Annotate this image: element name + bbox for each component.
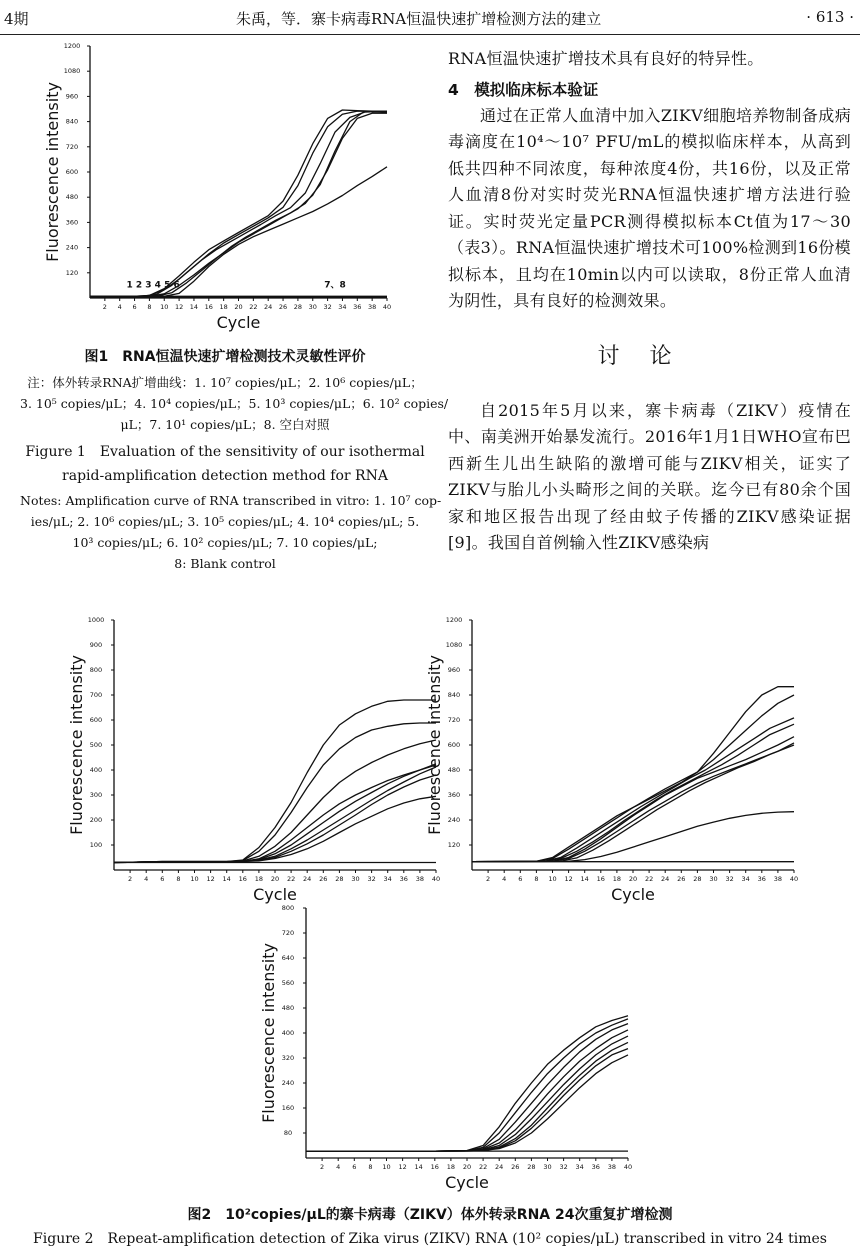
running-title: 朱禹，等．寨卡病毒RNA恒温快速扩增检测方法的建立 — [236, 10, 602, 28]
x-tick-label: 30 — [543, 1163, 552, 1171]
issue-number: 4期 — [4, 10, 29, 28]
figure1-notes-cn — [20, 372, 449, 435]
x-tick-label: 4 — [336, 1163, 341, 1171]
x-tick-label: 32 — [367, 875, 376, 883]
x-tick-label: 2 — [320, 1163, 325, 1171]
figure2-chart-a — [64, 614, 444, 904]
x-tick-label: 28 — [293, 303, 303, 311]
figure2-caption-en: Figure 2 Repeat-amplification detection of Zika virus (ZIKV) RNA (10² copies/μL) transcribed in vitro 24 times — [33, 1231, 827, 1247]
curve-annotation: 1 2 3 4 5 6 — [126, 280, 180, 291]
series-line-8 — [472, 812, 794, 862]
x-tick-label: 14 — [189, 303, 199, 311]
x-tick-label: 38 — [607, 1163, 617, 1171]
x-tick-label: 22 — [249, 303, 258, 311]
y-tick-label: 500 — [89, 741, 103, 749]
y-tick-label: 200 — [89, 816, 103, 824]
x-tick-label: 26 — [511, 1163, 520, 1171]
x-tick-label: 38 — [415, 875, 425, 883]
series-line-5 — [306, 1036, 628, 1151]
y-axis-label: Fluorescence intensity — [425, 655, 444, 835]
series-line-4 — [306, 1030, 628, 1151]
x-tick-label: 12 — [206, 875, 215, 883]
body-paragraph: 自2015年5月以来，寨卡病毒（ZIKV）疫情在中、南美洲开始暴发流行。2016年1月1日WHO宣布巴西新生儿出生缺陷的激增可能与ZIKV相关，证实了ZIKV与胎儿小头畸形之间的关联。迄今已有80余个国家和地区报告出现了经由蚊子传播的ZIKV感染证据[9]。我国自首例输入性ZIKV感染病 — [448, 400, 851, 552]
y-tick-label: 360 — [65, 218, 79, 227]
y-tick-label: 240 — [447, 816, 461, 824]
figure1-notes-cn-line: 3. 10⁵ copies/μL；4. 10⁴ copies/μL；5. 10³ copies/μL；6. 10² copies/ — [20, 396, 449, 411]
figure1-notes-en-line: ies/μL; 2. 10⁶ copies/μL; 3. 10⁵ copies/μL; 4. 10⁴ copies/μL; 5. — [30, 514, 420, 529]
series-line-8 — [114, 796, 436, 862]
x-tick-label: 22 — [286, 875, 296, 883]
series-line-6 — [472, 743, 794, 862]
x-tick-label: 26 — [677, 875, 686, 883]
x-tick-label: 32 — [725, 875, 734, 883]
x-tick-label: 18 — [446, 1163, 456, 1171]
y-tick-label: 600 — [89, 716, 103, 724]
x-tick-label: 24 — [495, 1163, 504, 1171]
series-line-6 — [114, 767, 436, 863]
body-paragraph: RNA恒温快速扩增技术具有良好的特异性。 — [448, 49, 764, 68]
x-tick-label: 4 — [144, 875, 149, 883]
x-tick-label: 38 — [368, 303, 377, 311]
y-tick-label: 800 — [89, 666, 103, 674]
y-tick-label: 900 — [89, 641, 103, 649]
series-line-2 — [306, 1019, 628, 1151]
figure2-caption-cn: 图2 10²copies/μL的寨卡病毒（ZIKV）体外转录RNA 24次重复扩增检测 — [187, 1207, 673, 1223]
y-tick-label: 560 — [281, 979, 295, 987]
figure1-notes-en-line: Notes: Amplification curve of RNA transcribed in vitro: 1. 10⁷ cop- — [20, 493, 442, 508]
x-tick-label: 34 — [575, 1163, 584, 1171]
x-tick-label: 20 — [628, 875, 638, 883]
series-line-2 — [472, 695, 794, 862]
x-tick-label: 36 — [591, 1163, 600, 1171]
x-tick-label: 16 — [204, 303, 213, 311]
y-axis-label: Fluorescence intensity — [43, 82, 62, 262]
x-tick-label: 10 — [548, 875, 557, 883]
x-tick-label: 24 — [303, 875, 312, 883]
figure1-notes-cn-line: 注：体外转录RNA扩增曲线：1. 10⁷ copies/μL；2. 10⁶ copies/μL； — [27, 375, 423, 390]
x-tick-label: 6 — [132, 303, 137, 311]
y-tick-label: 100 — [89, 841, 103, 849]
x-tick-label: 40 — [789, 875, 799, 883]
series-line-4 — [90, 113, 387, 296]
x-tick-label: 18 — [254, 875, 264, 883]
figure1-caption-en-line: Figure 1 Evaluation of the sensitivity of our isothermal — [25, 444, 425, 460]
x-tick-label: 16 — [430, 1163, 439, 1171]
x-tick-label: 18 — [612, 875, 622, 883]
x-tick-label: 34 — [338, 303, 347, 311]
y-tick-label: 1080 — [63, 67, 81, 76]
x-tick-label: 36 — [353, 303, 362, 311]
y-tick-label: 160 — [281, 1104, 295, 1112]
x-tick-label: 14 — [580, 875, 589, 883]
series-line-1 — [306, 1016, 628, 1151]
x-axis-label: Cycle — [253, 885, 297, 904]
figure1-chart — [40, 40, 395, 332]
y-tick-label: 600 — [447, 741, 461, 749]
y-tick-label: 120 — [447, 841, 461, 849]
x-tick-label: 30 — [308, 303, 317, 311]
series-line-3 — [114, 740, 436, 863]
chart-svg — [40, 40, 395, 332]
x-tick-label: 22 — [478, 1163, 488, 1171]
x-tick-label: 10 — [190, 875, 199, 883]
x-tick-label: 6 — [352, 1163, 357, 1171]
x-tick-label: 26 — [319, 875, 328, 883]
x-tick-label: 14 — [414, 1163, 423, 1171]
series-line-6 — [306, 1042, 628, 1151]
x-tick-label: 8 — [176, 875, 181, 883]
y-tick-label: 720 — [65, 142, 79, 151]
y-tick-label: 840 — [65, 117, 79, 126]
body-paragraph: 通过在正常人血清中加入ZIKV细胞培养物制备成病毒滴度在10⁴～10⁷ PFU/mL的模拟临床样本，从高到低共四种不同浓度，每种浓度4份，共16份，以及正常人血清8份对实时荧光RNA恒温快速扩增方法进行验证。实时荧光定量PCR测得模拟标本Ct值为17～30（表3）。RNA恒温快速扩增技术可100%检测到16份模拟标本，且均在10min以内可以读取，8份正常人血清为阴性，具有良好的检测效果。 — [448, 105, 851, 310]
curve-annotation: 7、8 — [324, 280, 346, 291]
x-tick-label: 28 — [335, 875, 344, 883]
y-tick-label: 240 — [281, 1079, 295, 1087]
x-tick-label: 36 — [757, 875, 766, 883]
y-tick-label: 480 — [447, 766, 461, 774]
chart-svg — [256, 902, 636, 1192]
figure1-notes-en — [20, 490, 442, 574]
series-line-5 — [114, 764, 436, 863]
x-tick-label: 4 — [117, 303, 122, 311]
series-line-4 — [114, 765, 436, 863]
figure2-chart-c — [256, 902, 636, 1192]
x-tick-label: 20 — [462, 1163, 472, 1171]
x-tick-label: 28 — [527, 1163, 536, 1171]
x-tick-label: 10 — [160, 303, 169, 311]
figure1-caption-en — [20, 440, 430, 488]
series-line-7 — [114, 775, 436, 863]
section-heading: 4 模拟临床标本验证 — [448, 80, 599, 99]
x-tick-label: 8 — [534, 875, 539, 883]
x-tick-label: 30 — [709, 875, 718, 883]
x-axis-label: Cycle — [445, 1173, 489, 1192]
x-tick-label: 32 — [559, 1163, 568, 1171]
y-tick-label: 960 — [65, 92, 79, 101]
right-column — [448, 46, 851, 557]
y-tick-label: 480 — [65, 193, 79, 202]
series-line-4 — [472, 724, 794, 862]
figure1-caption-cn: 图1 RNA恒温快速扩增检测技术灵敏性评价 — [84, 349, 366, 365]
x-tick-label: 38 — [773, 875, 783, 883]
y-tick-label: 300 — [89, 791, 103, 799]
chart-svg — [64, 614, 444, 904]
x-tick-label: 12 — [564, 875, 573, 883]
x-tick-label: 32 — [323, 303, 332, 311]
series-line-2 — [114, 723, 436, 863]
y-tick-label: 1200 — [445, 616, 463, 624]
x-tick-label: 14 — [222, 875, 231, 883]
y-tick-label: 1080 — [445, 641, 463, 649]
figure1-notes-en-line: 10³ copies/μL; 6. 10² copies/μL; 7. 10 copies/μL; — [72, 535, 378, 550]
series-line-3 — [472, 718, 794, 862]
x-tick-label: 40 — [382, 303, 392, 311]
x-tick-label: 24 — [661, 875, 670, 883]
series-line-1 — [114, 700, 436, 863]
x-tick-label: 6 — [160, 875, 165, 883]
y-axis-label: Fluorescence intensity — [67, 655, 86, 835]
y-tick-label: 1200 — [63, 42, 81, 50]
y-tick-label: 720 — [447, 716, 461, 724]
x-tick-label: 20 — [270, 875, 280, 883]
page-number: · 613 · — [806, 8, 854, 26]
x-tick-label: 8 — [368, 1163, 373, 1171]
x-axis-label: Cycle — [611, 885, 655, 904]
y-tick-label: 240 — [65, 243, 79, 252]
x-tick-label: 24 — [264, 303, 273, 311]
x-tick-label: 34 — [383, 875, 392, 883]
y-tick-label: 120 — [65, 268, 79, 277]
x-tick-label: 4 — [502, 875, 507, 883]
series-line-7 — [306, 1049, 628, 1152]
series-line-1 — [472, 687, 794, 862]
x-tick-label: 40 — [431, 875, 441, 883]
x-axis-label: Cycle — [216, 313, 261, 332]
x-tick-label: 6 — [518, 875, 523, 883]
y-tick-label: 960 — [447, 666, 461, 674]
series-line-6 — [90, 167, 387, 296]
y-axis-label: Fluorescence intensity — [259, 943, 278, 1123]
x-tick-label: 8 — [147, 303, 152, 311]
x-tick-label: 22 — [644, 875, 654, 883]
series-line-5 — [472, 737, 794, 862]
x-tick-label: 16 — [596, 875, 605, 883]
x-tick-label: 36 — [399, 875, 408, 883]
y-tick-label: 800 — [281, 904, 295, 912]
x-tick-label: 26 — [278, 303, 288, 311]
x-tick-label: 12 — [174, 303, 184, 311]
figure1-notes-en-line: 8: Blank control — [174, 556, 276, 571]
x-tick-label: 30 — [351, 875, 360, 883]
x-tick-label: 2 — [486, 875, 491, 883]
y-tick-label: 400 — [281, 1029, 295, 1037]
y-tick-label: 360 — [447, 791, 461, 799]
y-tick-label: 1000 — [87, 616, 105, 624]
x-tick-label: 18 — [219, 303, 228, 311]
figure1-notes-cn-line: μL；7. 10¹ copies/μL；8. 空白对照 — [120, 417, 330, 432]
x-tick-label: 16 — [238, 875, 247, 883]
y-tick-label: 720 — [281, 929, 295, 937]
x-tick-label: 10 — [382, 1163, 391, 1171]
y-tick-label: 400 — [89, 766, 103, 774]
discussion-heading: 讨论 — [597, 343, 702, 369]
figure2-chart-b — [422, 614, 802, 904]
y-tick-label: 640 — [281, 954, 295, 962]
y-tick-label: 840 — [447, 691, 461, 699]
y-tick-label: 700 — [89, 691, 103, 699]
x-tick-label: 28 — [693, 875, 702, 883]
y-tick-label: 80 — [283, 1129, 293, 1137]
figure1-caption-en-line: rapid-amplification detection method for RNA — [62, 468, 388, 484]
x-tick-label: 2 — [128, 875, 133, 883]
series-line-7 — [472, 745, 794, 862]
x-tick-label: 40 — [623, 1163, 633, 1171]
x-tick-label: 34 — [741, 875, 750, 883]
chart-svg — [422, 614, 802, 904]
x-tick-label: 2 — [102, 303, 107, 311]
y-tick-label: 480 — [281, 1004, 295, 1012]
x-tick-label: 20 — [234, 303, 243, 311]
x-tick-label: 12 — [398, 1163, 407, 1171]
y-tick-label: 600 — [65, 168, 79, 176]
running-header — [0, 0, 860, 35]
y-tick-label: 320 — [281, 1054, 295, 1062]
